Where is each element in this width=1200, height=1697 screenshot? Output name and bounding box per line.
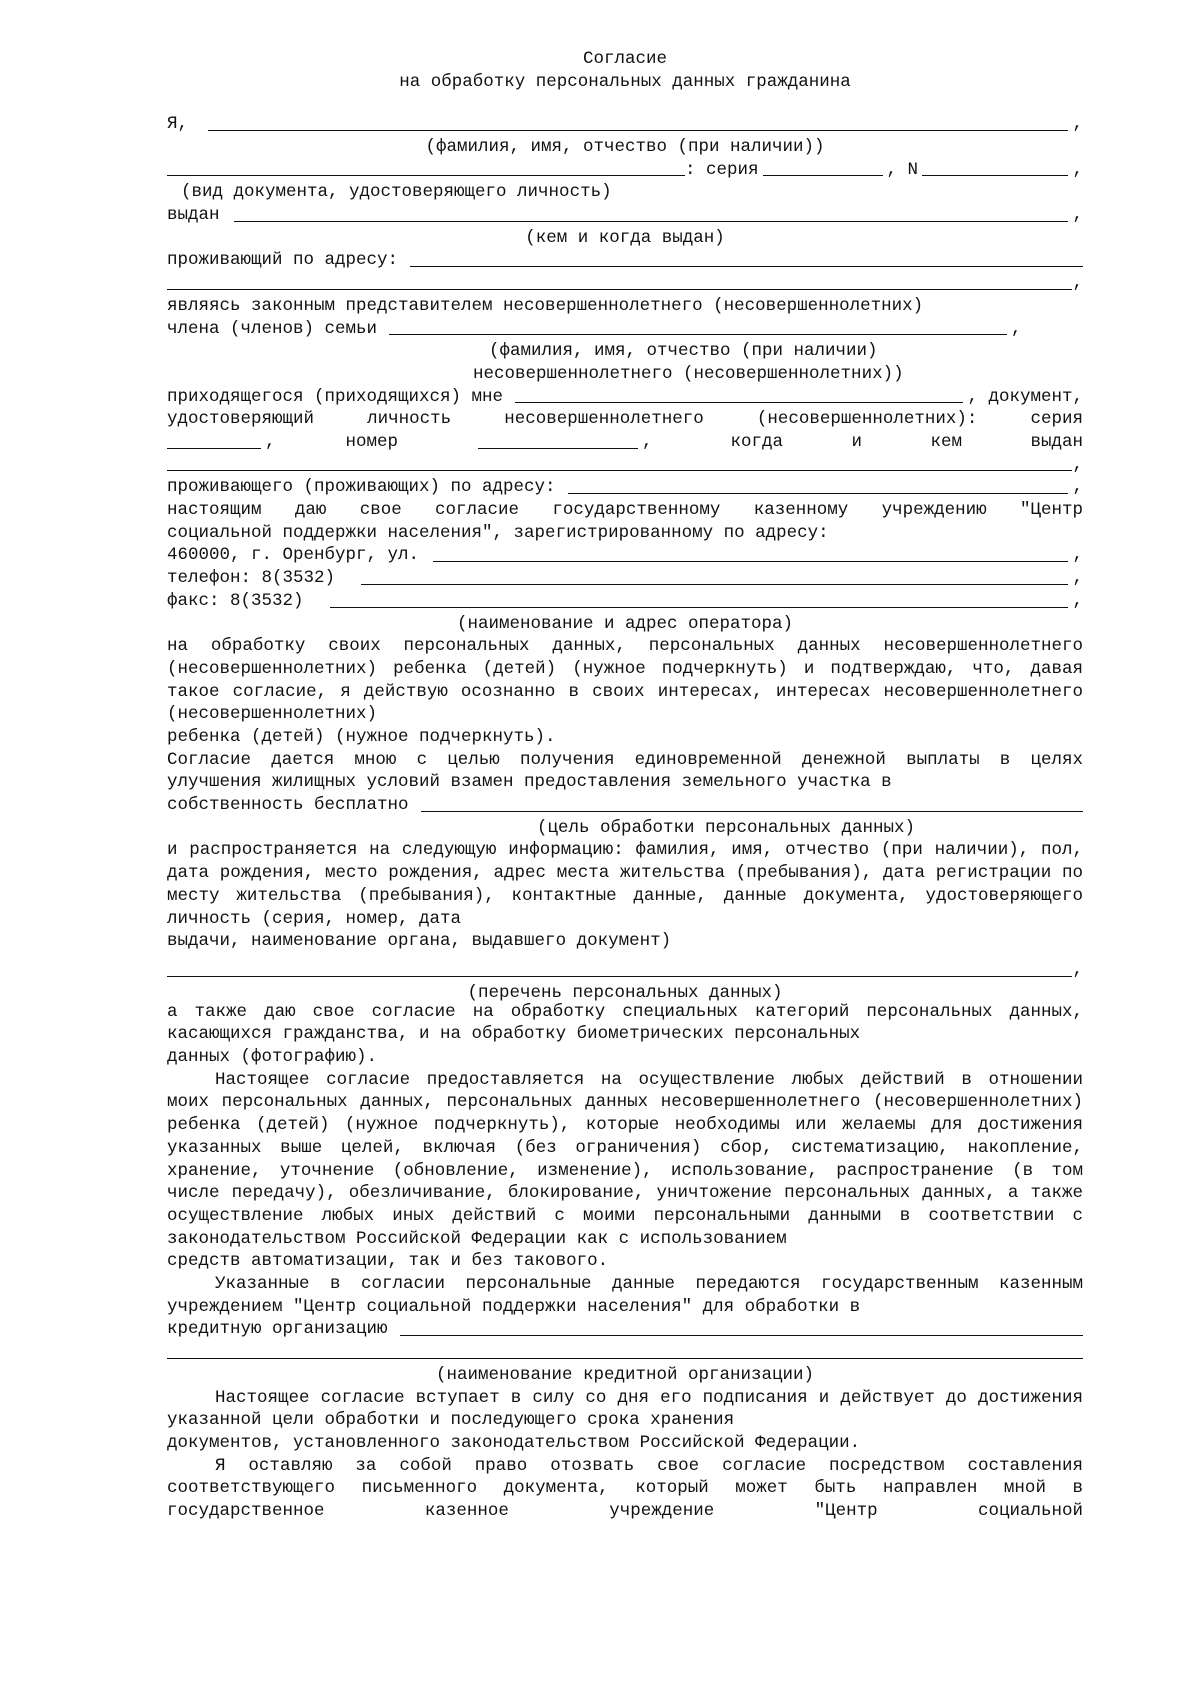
minor-series-field[interactable] [167,447,261,449]
comma: , [1072,590,1083,611]
minor-address-field[interactable] [568,492,1069,494]
comma: , [1072,454,1083,475]
operator-line-1: настоящим даю свое согласие государственному казенному учреждению "Центр [167,500,1083,521]
doc-subtitle [167,71,1083,94]
applicant-doc-line [167,159,1083,182]
issued-line [167,204,1083,227]
operator-address-line [167,544,1083,567]
minor-id-line: удостоверяющий личность несовершеннолетнего (несовершеннолетних): серия [167,409,1083,430]
family-member-label: члена (членов) семьи [167,318,378,339]
consent-paragraph-1-end: ребенка (детей) (нужное подчеркнуть). [167,726,556,747]
special-categories-paragraph: а также даю свое согласие на обработку специальных категорий персональных данных, касающихся гражданства, и на обработку биометрических персональных [167,1001,1083,1045]
special-categories-end: данных (фотографию). [167,1047,378,1068]
purpose-label: собственность бесплатно [167,795,409,816]
doc-title [167,48,1083,71]
phone-field[interactable] [361,583,1068,585]
bank-caption: (наименование кредитной организации) [435,1364,815,1385]
purpose-paragraph: Согласие дается мною с целью получения единовременной денежной выплаты в целях улучшения жилищных условий взамен предоставления земельного участка в [167,749,1083,793]
family-member-line [167,318,1083,341]
fio-caption: (фамилия, имя, отчество (при наличии)) [425,137,825,158]
comma: , [1072,477,1083,498]
data-list-field[interactable] [167,975,1072,977]
bank-field[interactable] [400,1334,1083,1336]
title-line-2: на обработку персональных данных гражданина [399,71,851,92]
phone-line [167,567,1083,590]
relation-field[interactable] [515,401,963,403]
address-line-2 [167,272,1083,295]
fax-label: факс: 8(3532) [167,590,304,611]
comma: , [642,431,653,452]
representative-line: являясь законным представителем несовершеннолетнего (несовершеннолетних) [167,295,924,316]
validity-paragraph: Настоящее согласие вступает в силу со дня его подписания и действует до достижения указанной цели обработки и последующего срока хранения [167,1387,1083,1431]
phone-label: телефон: 8(3532) [167,568,336,589]
address-field-2[interactable] [167,288,1072,290]
number-field[interactable] [922,174,1068,176]
address-label: проживающий по адресу: [167,250,399,271]
revocation-paragraph: Я оставляю за собой право отозвать свое согласие посредством составления соответствующего письменного документа, который может быть направлен мной в государственное казенное учреждение "Центр социальной [167,1455,1083,1522]
ya-label: Я, [167,114,189,135]
relation-label: приходящегося (приходящихся) мне [167,386,504,407]
when-issued-words [653,431,1083,454]
title-line-1: Согласие [582,48,667,69]
issued-field[interactable] [234,220,1069,222]
number-label: , N [886,159,919,180]
family-member-field[interactable] [389,333,1007,335]
issued-label: выдан [167,205,220,226]
operator-caption: (наименование и адрес оператора) [456,613,794,634]
applicant-fio-line [167,113,1083,136]
comma: , [1011,318,1022,339]
operator-address-field[interactable] [433,560,1068,562]
address-field[interactable] [410,265,1083,267]
comma: , [1072,205,1083,226]
purpose-field[interactable] [421,810,1083,812]
minor-address-label: проживающего (проживающих) по адресу: [167,477,556,498]
minor-caption-1: (фамилия, имя, отчество (при наличии) [489,341,878,362]
operator-address-label: 460000, г. Оренбург, ул. [167,545,420,566]
consent-document [167,48,1083,1523]
operator-line-2: социальной поддержки населения", зарегистрированному по адресу: [167,522,829,543]
minor-address-line [167,476,1083,499]
issued-caption: (кем и когда выдан) [525,227,725,248]
number-word: номер [345,431,399,452]
data-list-caption: (перечень персональных данных) [467,982,783,1003]
bank-line-2 [167,1341,1083,1364]
comma: , [1072,114,1083,135]
who-word: кем [930,431,962,452]
and-word: и [851,431,863,452]
comma: , [1072,959,1083,980]
bank-label: кредитную организацию [167,1319,388,1340]
comma: , [1072,273,1083,294]
bank-field-2[interactable] [167,1357,1083,1359]
minor-caption-2: несовершеннолетнего (несовершеннолетних)) [473,363,904,384]
fax-line [167,590,1083,613]
comma: , [1072,545,1083,566]
series-label: : серия [685,159,759,180]
comma: , [1072,568,1083,589]
minor-number-field[interactable] [478,447,638,449]
doc-type-field[interactable] [167,174,685,176]
data-list-line [167,959,1083,982]
purpose-line [167,794,1083,817]
fio-field[interactable] [208,129,1068,131]
address-line [167,250,1083,273]
relation-tail: , документ, [967,386,1083,407]
fax-field[interactable] [330,606,1069,608]
minor-number-line [167,431,1083,454]
actions-paragraph: Настоящее согласие предоставляется на осуществление любых действий в отношении моих персональных данных, персональных данных несовершеннолетнего (несовершеннолетних) ребенка (детей) (нужное подчеркнуть), которые необходимы или желаемы для достижения указанных выше целей, включая (без ограничения) сбор, систематизацию, накопление, хранение, уточнение (обновление, изменение), использование, распространение (в том числе передачу), обезличивание, блокирование, уничтожение персональных данных, а также осуществление любых иных действий с моими персональными данными в соответствии с законодательством Российской Федерации как с использованием [167,1069,1083,1249]
when-word: когда [730,431,784,452]
issued-word: выдан [1030,431,1083,452]
relation-line [167,386,1083,409]
bank-line [167,1318,1083,1341]
consent-paragraph-1: на обработку своих персональных данных, персональных данных несовершеннолетнего (несовершеннолетних) ребенка (детей) (нужное подчеркнуть) и подтверждаю, что, давая такое согласие, я действую осознанно в своих интересах, интересах несовершеннолетнего (несовершеннолетних) [167,636,1083,725]
comma: , [265,431,276,452]
comma: , [1072,159,1083,180]
actions-paragraph-end: средств автоматизации, так и без такового. [167,1251,609,1272]
data-list-paragraph-end: выдачи, наименование органа, выдавшего документ) [167,931,672,952]
purpose-caption: (цель обработки персональных данных) [537,817,916,838]
validity-paragraph-end: документов, установленного законодательством Российской Федерации. [167,1432,861,1453]
minor-issued-line [167,454,1083,477]
transfer-paragraph: Указанные в согласии персональные данные передаются государственным казенным учреждением "Центр социальной поддержки населения" для обработки в [167,1274,1083,1317]
series-field[interactable] [763,174,883,176]
data-list-paragraph: и распространяется на следующую информацию: фамилия, имя, отчество (при наличии), пол, дата рождения, место рождения, адрес места жительства (пребывания), дата регистрации по месту жительства (пребывания), контактные данные, данные документа, удостоверяющего личность (серия, номер, дата [167,840,1083,929]
minor-issued-field[interactable] [167,469,1072,471]
doc-caption: (вид документа, удостоверяющего личность) [181,182,612,203]
